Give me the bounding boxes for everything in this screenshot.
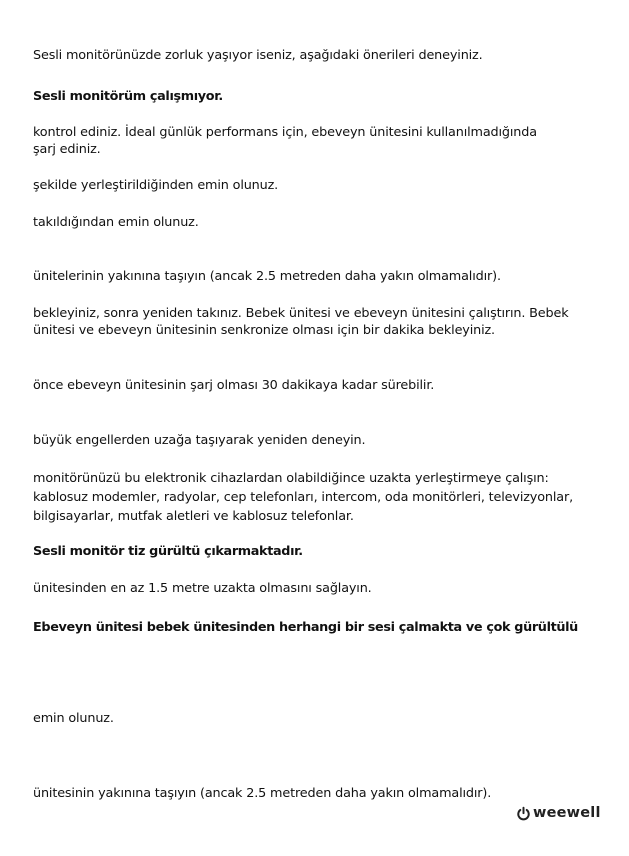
- text-line: emin olunuz.: [33, 711, 114, 726]
- brand-logo: [516, 802, 601, 824]
- section-heading-high-noise: Sesli monitör tiz gürültü çıkarmaktadır.: [33, 544, 303, 559]
- text-line: kablosuz modemler, radyolar, cep telefonları, intercom, oda monitörleri, televizyonlar,: [33, 490, 573, 505]
- text-line: ünitesinden en az 1.5 metre uzakta olmasını sağlayın.: [33, 581, 372, 596]
- text-line: şarj ediniz.: [33, 142, 101, 157]
- text-line: büyük engellerden uzağa taşıyarak yeniden deneyin.: [33, 433, 366, 448]
- text-line: ünitesinin yakınına taşıyın (ancak 2.5 metreden daha yakın olmamalıdır).: [33, 786, 492, 801]
- text-line: bilgisayarlar, mutfak aletleri ve kablosuz telefonlar.: [33, 509, 354, 524]
- brand-name: weewell: [533, 805, 601, 821]
- text-line: kontrol ediniz. İdeal günlük performans için, ebeveyn ünitesini kullanılmadığında: [33, 125, 537, 140]
- section-heading-not-working: Sesli monitörüm çalışmıyor.: [33, 89, 223, 104]
- section-heading-loud-sound: Ebeveyn ünitesi bebek ünitesinden herhangi bir sesi çalmakta ve çok gürültülü: [33, 620, 578, 635]
- power-logo-icon: [516, 806, 531, 821]
- text-line: bekleyiniz, sonra yeniden takınız. Bebek ünitesi ve ebeveyn ünitesini çalıştırın. Bebek: [33, 306, 569, 321]
- text-line: ünitesi ve ebeveyn ünitesinin senkronize olması için bir dakika bekleyiniz.: [33, 323, 495, 338]
- text-line: monitörünüzü bu elektronik cihazlardan olabildiğince uzakta yerleştirmeye çalışın:: [33, 471, 549, 486]
- text-line: şekilde yerleştirildiğinden emin olunuz.: [33, 178, 279, 193]
- text-line: önce ebeveyn ünitesinin şarj olması 30 dakikaya kadar sürebilir.: [33, 378, 435, 393]
- text-line: ünitelerinin yakınına taşıyın (ancak 2.5 metreden daha yakın olmamalıdır).: [33, 269, 501, 284]
- intro-line: Sesli monitörünüzde zorluk yaşıyor iseniz, aşağıdaki önerileri deneyiniz.: [33, 48, 483, 63]
- text-line: takıldığından emin olunuz.: [33, 215, 199, 230]
